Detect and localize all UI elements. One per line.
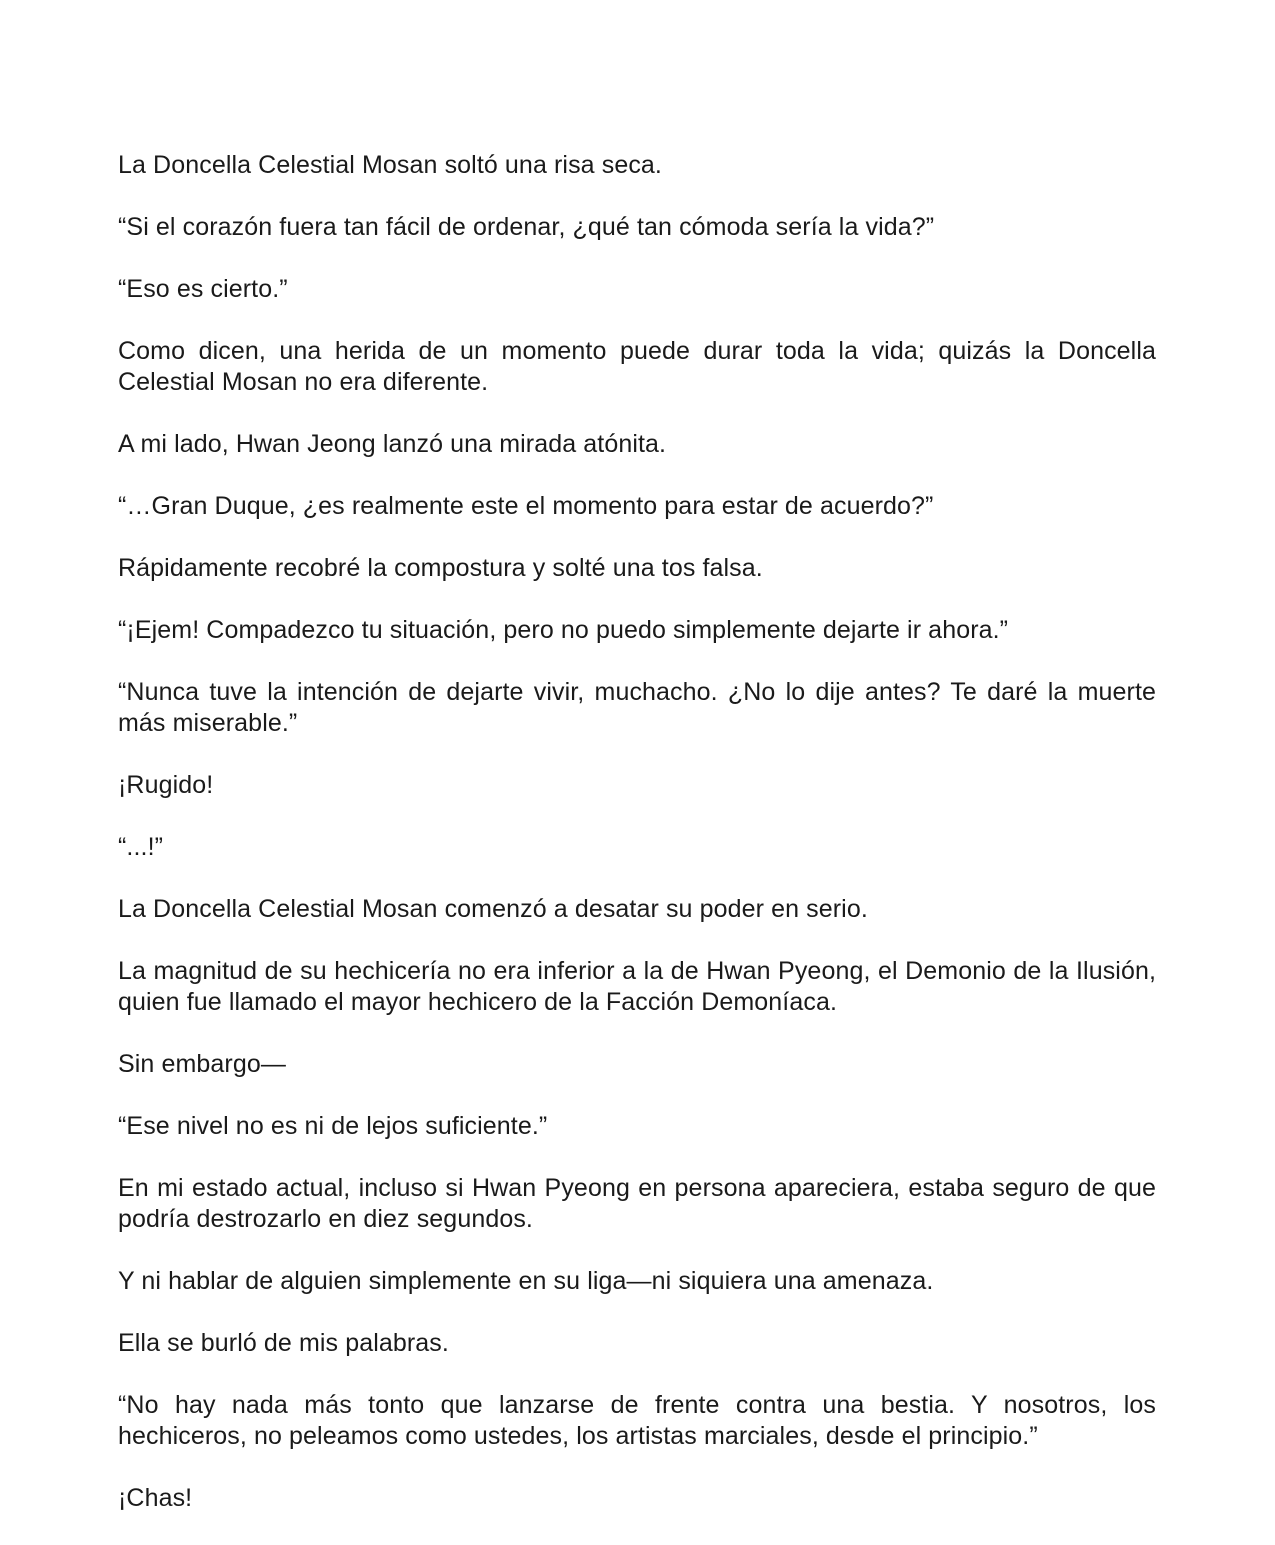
paragraph: La Doncella Celestial Mosan soltó una risa seca. xyxy=(118,151,662,179)
paragraph: La Doncella Celestial Mosan comenzó a desatar su poder en serio. xyxy=(118,895,868,923)
paragraph: Como dicen, una herida de un momento puede durar toda la vida; quizás la Doncella Celestial Mosan no era diferente. xyxy=(118,337,1156,396)
paragraph: Sin embargo— xyxy=(118,1050,286,1078)
paragraph: “Nunca tuve la intención de dejarte vivir, muchacho. ¿No lo dije antes? Te daré la muerte más miserable.” xyxy=(118,678,1156,737)
paragraph: “Ese nivel no es ni de lejos suficiente.” xyxy=(118,1112,548,1140)
paragraph: Rápidamente recobré la compostura y solté una tos falsa. xyxy=(118,554,763,582)
paragraph: A mi lado, Hwan Jeong lanzó una mirada atónita. xyxy=(118,430,667,458)
paragraph: La magnitud de su hechicería no era inferior a la de Hwan Pyeong, el Demonio de la Ilusión, quien fue llamado el mayor hechicero de la Facción Demoníaca. xyxy=(118,957,1156,1016)
paragraph: ¡Chas! xyxy=(118,1484,193,1512)
paragraph: “¡Ejem! Compadezco tu situación, pero no puedo simplemente dejarte ir ahora.” xyxy=(118,616,1009,644)
paragraph: ¡Rugido! xyxy=(118,771,214,799)
paragraph: En mi estado actual, incluso si Hwan Pyeong en persona apareciera, estaba seguro de que podría destrozarlo en diez segundos. xyxy=(118,1174,1156,1233)
paragraph: Ella se burló de mis palabras. xyxy=(118,1329,449,1357)
paragraph: “...!” xyxy=(118,833,164,861)
paragraph: “No hay nada más tonto que lanzarse de frente contra una bestia. Y nosotros, los hechiceros, no peleamos como ustedes, los artistas marciales, desde el principio.” xyxy=(118,1391,1156,1450)
paragraph: “…Gran Duque, ¿es realmente este el momento para estar de acuerdo?” xyxy=(118,492,934,520)
paragraph: “Eso es cierto.” xyxy=(118,275,288,303)
paragraph: Y ni hablar de alguien simplemente en su liga—ni siquiera una amenaza. xyxy=(118,1267,934,1295)
document-page xyxy=(118,150,1156,1545)
paragraph: “Si el corazón fuera tan fácil de ordenar, ¿qué tan cómoda sería la vida?” xyxy=(118,213,935,241)
